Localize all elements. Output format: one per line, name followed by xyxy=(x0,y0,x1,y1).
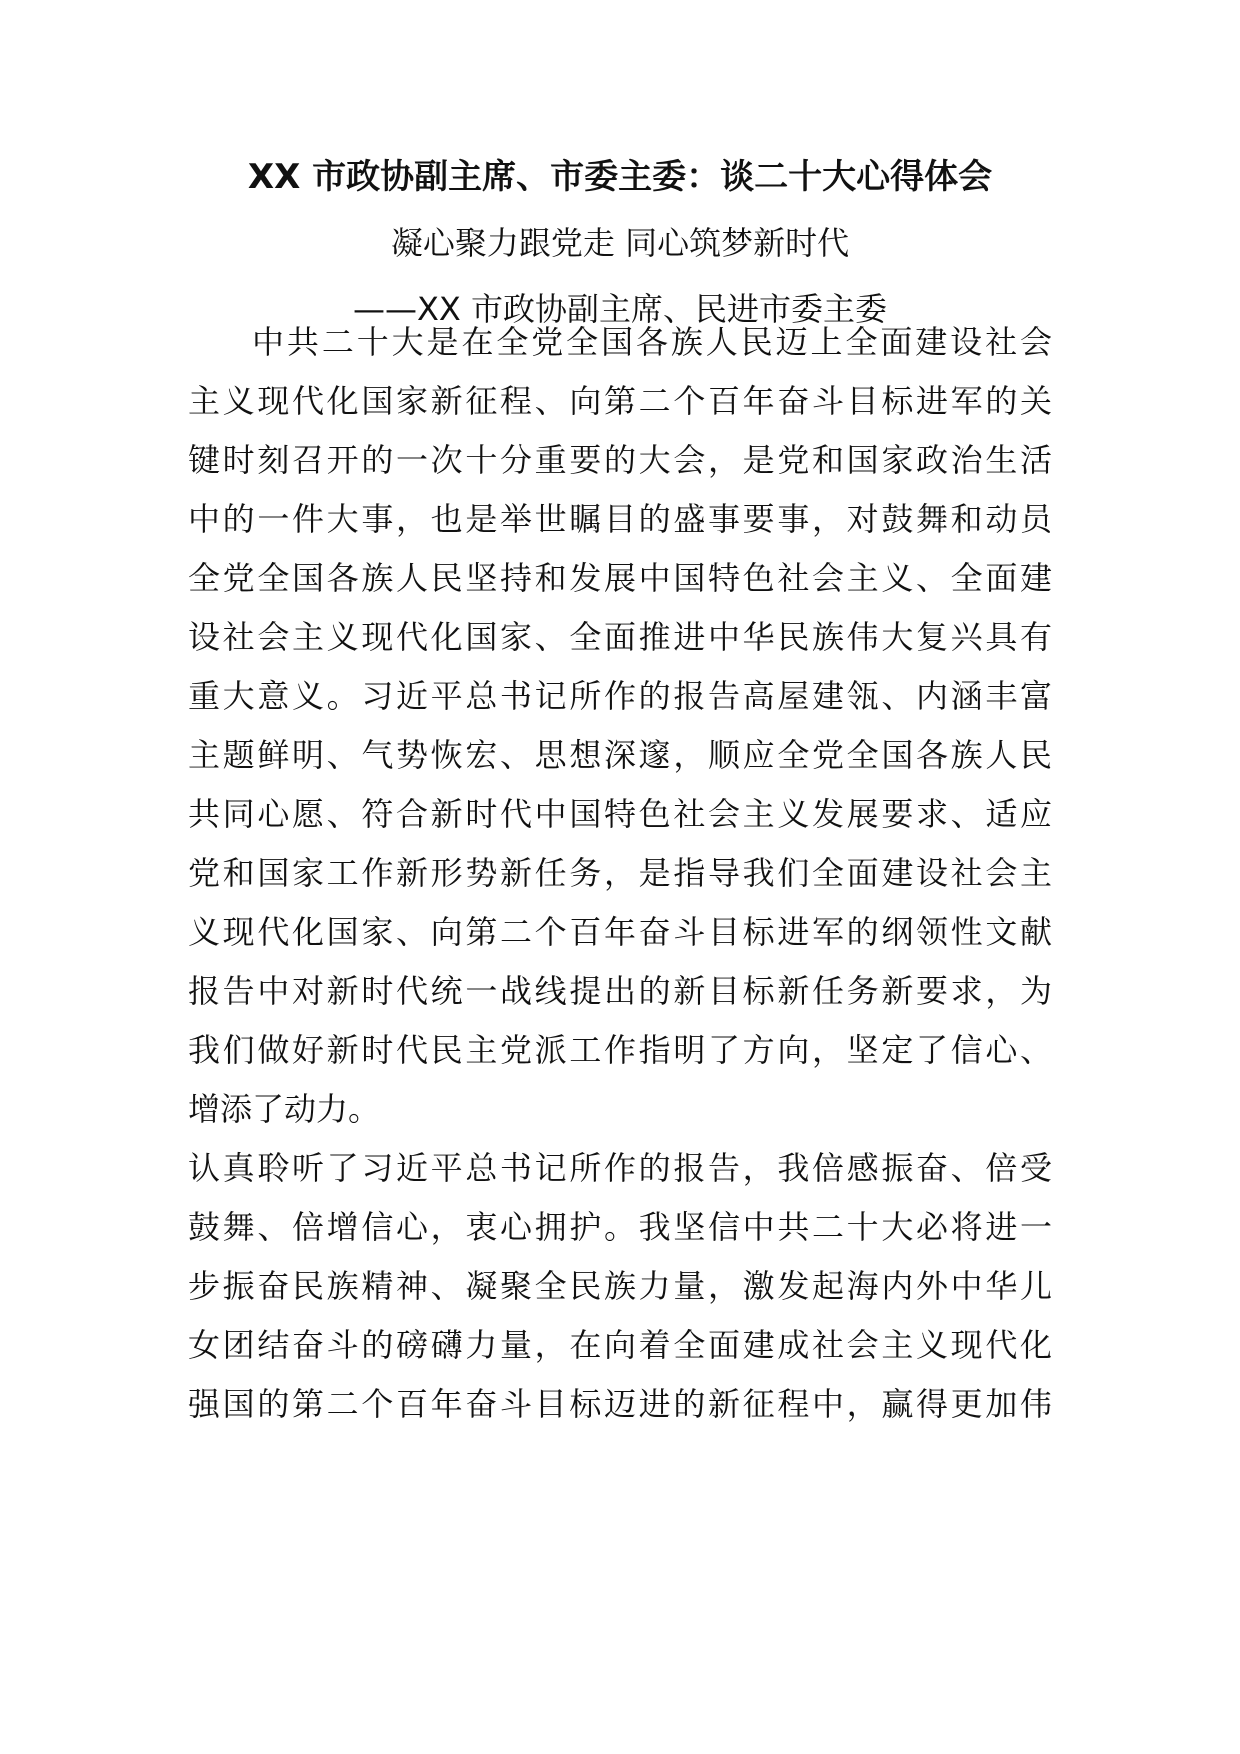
paragraph-1-line: 中共二十大是在全党全国各族人民迈上全面建设社会 xyxy=(252,323,1052,361)
paragraph-1-line: 报告中对新时代统一战线提出的新目标新任务新要求，为 xyxy=(188,972,1052,1010)
document-subtitle: 凝心聚力跟党走 同心筑梦新时代 xyxy=(390,224,850,262)
paragraph-1-line: 全党全国各族人民坚持和发展中国特色社会主义、全面建 xyxy=(188,559,1052,597)
paragraph-1-line: 共同心愿、符合新时代中国特色社会主义发展要求、适应 xyxy=(188,795,1052,833)
document-title: XX 市政协副主席、市委主委：谈二十大心得体会 xyxy=(247,157,993,197)
paragraph-1-line: 键时刻召开的一次十分重要的大会，是党和国家政治生活 xyxy=(188,441,1052,479)
paragraph-2-line: 鼓舞、倍增信心，衷心拥护。我坚信中共二十大必将进一 xyxy=(188,1208,1052,1246)
paragraph-2-line: 步振奋民族精神、凝聚全民族力量，激发起海内外中华儿 xyxy=(188,1267,1052,1305)
paragraph-2-line: 强国的第二个百年奋斗目标迈进的新征程中，赢得更加伟 xyxy=(188,1385,1052,1423)
paragraph-2-line: 女团结奋斗的磅礴力量，在向着全面建成社会主义现代化 xyxy=(188,1326,1052,1364)
paragraph-1-line: 义现代化国家、向第二个百年奋斗目标进军的纲领性文献 xyxy=(188,913,1052,951)
paragraph-1-line: 增添了动力。 xyxy=(188,1090,381,1128)
paragraph-1-line: 主义现代化国家新征程、向第二个百年奋斗目标进军的关 xyxy=(188,382,1052,420)
paragraph-1-line: 重大意义。习近平总书记所作的报告高屋建瓴、内涵丰富 xyxy=(188,677,1052,715)
document-byline: ——XX 市政协副主席、民进市委主委 xyxy=(352,290,888,328)
paragraph-1-line: 中的一件大事，也是举世瞩目的盛事要事，对鼓舞和动员 xyxy=(188,500,1052,538)
paragraph-2-line: 认真聆听了习近平总书记所作的报告，我倍感振奋、倍受 xyxy=(188,1149,1052,1187)
paragraph-1-line: 主题鲜明、气势恢宏、思想深邃，顺应全党全国各族人民 xyxy=(188,736,1052,774)
paragraph-1-line: 党和国家工作新形势新任务，是指导我们全面建设社会主 xyxy=(188,854,1052,892)
paragraph-1-line: 设社会主义现代化国家、全面推进中华民族伟大复兴具有 xyxy=(188,618,1052,656)
paragraph-1-line: 我们做好新时代民主党派工作指明了方向，坚定了信心、 xyxy=(188,1031,1052,1069)
